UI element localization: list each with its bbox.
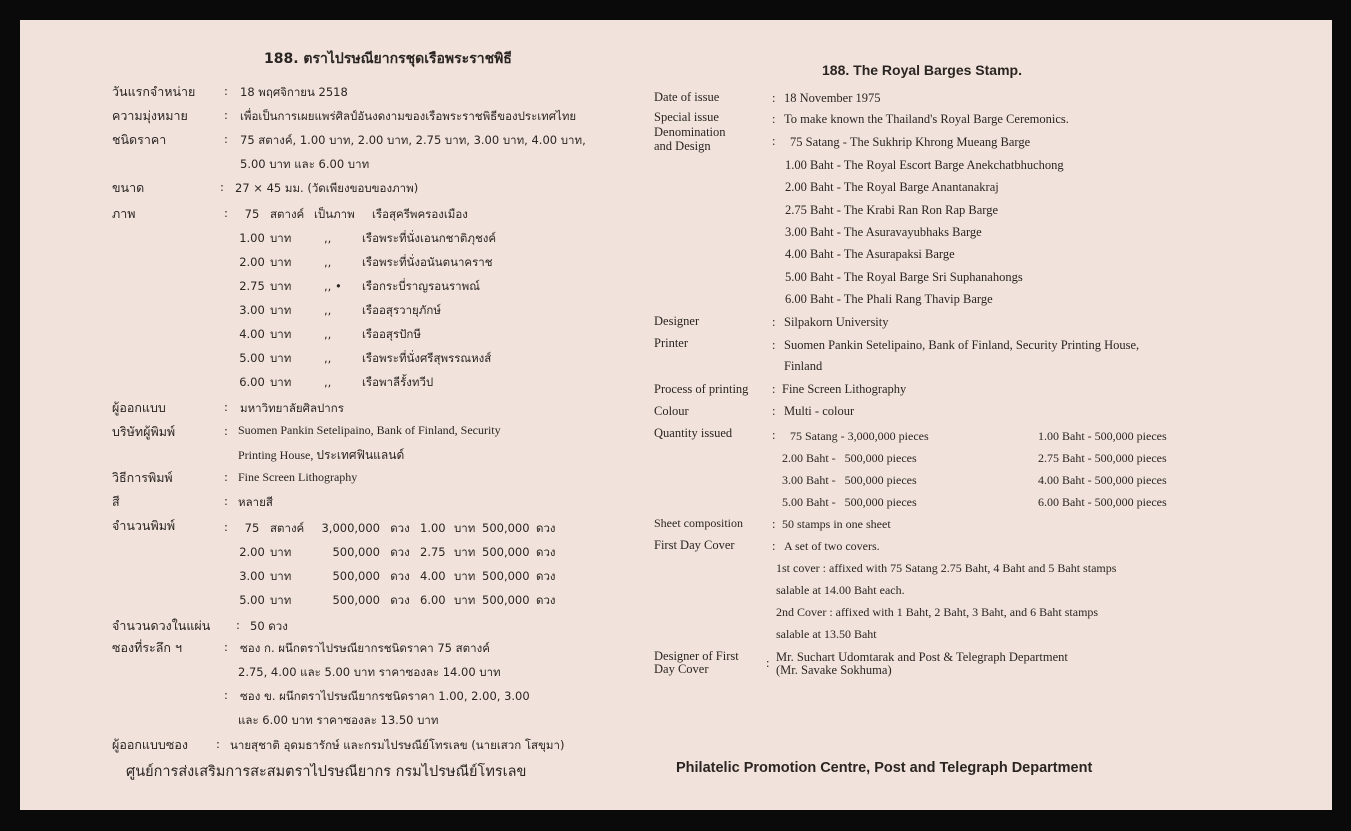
colon: : <box>224 520 228 534</box>
en-design-item: 75 Satang - The Sukhrip Khrong Mueang Barge <box>790 135 1031 149</box>
en-design-item: 5.00 Baht - The Royal Barge Sri Suphanahongs <box>785 270 1023 284</box>
en-date-label: Date of issue <box>654 90 720 104</box>
en-fdc-1a: 1st cover : affixed with 75 Satang 2.75 Baht, 4 Baht and 5 Baht stamps <box>776 561 1117 575</box>
thai-sheet-label: จำนวนดวงในแผ่น <box>112 618 211 633</box>
en-denom-label-2: and Design <box>654 139 711 153</box>
en-design-item: 2.75 Baht - The Krabi Ran Ron Rap Barge <box>785 203 999 217</box>
thai-cover-label: ซองที่ระลึก ฯ <box>112 640 182 655</box>
thai-printer-line1: Suomen Pankin Setelipaino, Bank of Finland, Security <box>238 423 501 437</box>
en-designer-label: Designer <box>654 314 700 328</box>
colon: : <box>224 424 228 438</box>
thai-date-value: 18 พฤศจิกายน 2518 <box>240 85 348 99</box>
en-design-item: 3.00 Baht - The Asuravayubhaks Barge <box>785 225 982 239</box>
en-fdc-designer-value-1: Mr. Suchart Udomtarak and Post & Telegraph Department <box>776 650 1068 664</box>
thai-printer-line2: Printing House, ประเทศฟินแลนด์ <box>238 448 405 462</box>
colon: : <box>224 470 228 484</box>
stamp-info-card <box>20 20 1332 810</box>
english-footer: Philatelic Promotion Centre, Post and Telegraph Department <box>676 760 1093 776</box>
colon: : <box>216 737 220 751</box>
thai-purpose-value: เพื่อเป็นการเผยแพร่ศิลป์อันงดงามของเรือพระราชพิธีของประเทศไทย <box>240 109 577 123</box>
thai-qty-row: 75 สตางค์ 3,000,000 ดวง 1.00 บาท 500,000 ดวง <box>244 521 556 535</box>
en-qty-left: 75 Satang - 3,000,000 pieces <box>790 429 929 443</box>
thai-design-row: 4.00 บาท ,, เรืออสุรปักษี <box>239 327 421 341</box>
en-fdc-value: A set of two covers. <box>784 539 880 553</box>
en-printer-line1: Suomen Pankin Setelipaino, Bank of Finland, Security Printing House, <box>784 338 1140 352</box>
thai-qty-row: 2.00 บาท 500,000 ดวง 2.75 บาท 500,000 ดวง <box>239 545 556 559</box>
thai-cover-designer-label: ผู้ออกแบบซอง <box>112 737 188 752</box>
en-fdc-designer-label-1: Designer of First <box>654 649 739 663</box>
en-design-item: 1.00 Baht - The Royal Escort Barge Anekchatbhuchong <box>785 158 1064 172</box>
thai-size-value: 27 × 45 มม. (วัดเพียงขอบของภาพ) <box>235 181 419 195</box>
thai-cover-b1: ซอง ข. ผนึกตราไปรษณียากรชนิดราคา 1.00, 2.00, 3.00 <box>240 689 530 703</box>
colon: : <box>772 404 776 418</box>
thai-cover-a2: 2.75, 4.00 และ 5.00 บาท ราคาซองละ 14.00 บาท <box>238 665 501 679</box>
colon: : <box>224 108 228 122</box>
thai-colour-value: หลายสี <box>238 495 273 509</box>
thai-design-row: 5.00 บาท ,, เรือพระที่นั่งศรีสุพรรณหงส์ <box>239 351 492 365</box>
en-qty-right: 2.75 Baht - 500,000 pieces <box>1038 451 1167 465</box>
en-sheet-label: Sheet composition <box>654 516 743 530</box>
thai-design-label: ภาพ <box>112 206 136 221</box>
thai-sheet-value: 50 ดวง <box>250 619 288 633</box>
thai-design-row: 75 สตางค์ เป็นภาพ เรือสุครีพครองเมือง <box>244 207 468 221</box>
thai-designer-label: ผู้ออกแบบ <box>112 400 166 415</box>
english-title: 188. The Royal Barges Stamp. <box>822 62 1022 78</box>
thai-design-row: 2.00 บาท ,, เรือพระที่นั่งอนันตนาคราช <box>239 255 493 269</box>
colon: : <box>224 132 228 146</box>
thai-design-row: 2.75 บาท ,, • เรือกระบี่ราญรอนราพณ์ <box>239 279 480 293</box>
en-fdc-designer-label-2: Day Cover <box>654 662 709 676</box>
colon: : <box>772 338 776 352</box>
thai-cover-b2: และ 6.00 บาท ราคาซองละ 13.50 บาท <box>238 713 439 727</box>
colon: : <box>772 315 776 329</box>
en-qty-left: 5.00 Baht - 500,000 pieces <box>782 495 917 509</box>
thai-printer-label: บริษัทผู้พิมพ์ <box>112 424 176 439</box>
en-fdc-2b: salable at 13.50 Baht <box>776 627 877 641</box>
thai-cover-designer-value: นายสุชาติ อุดมธารักษ์ และกรมไปรษณีย์โทรเลข (นายเสวก โสขุมา) <box>230 738 565 752</box>
colon: : <box>224 400 228 414</box>
en-designer-value: Silpakorn University <box>784 315 889 329</box>
thai-colour-label: สี <box>112 494 120 509</box>
colon: : <box>220 180 224 194</box>
colon: : <box>224 494 228 508</box>
en-date-value: 18 November 1975 <box>784 91 881 105</box>
en-qty-right: 6.00 Baht - 500,000 pieces <box>1038 495 1167 509</box>
en-qty-right: 4.00 Baht - 500,000 pieces <box>1038 473 1167 487</box>
thai-denom-label: ชนิดราคา <box>112 132 167 147</box>
thai-process-value: Fine Screen Lithography <box>238 470 358 484</box>
thai-qty-row: 5.00 บาท 500,000 ดวง 6.00 บาท 500,000 ดวง <box>239 593 556 607</box>
thai-denom-line2: 5.00 บาท และ 6.00 บาท <box>240 157 370 171</box>
en-colour-label: Colour <box>654 404 689 418</box>
colon: : <box>772 91 776 105</box>
en-special-label: Special issue <box>654 110 719 124</box>
en-process-label: Process of printing <box>654 382 749 396</box>
thai-title: 188. ตราไปรษณียากรชุดเรือพระราชพิธี <box>264 51 512 67</box>
en-sheet-value: 50 stamps in one sheet <box>782 517 891 531</box>
en-fdc-2a: 2nd Cover : affixed with 1 Baht, 2 Baht, 3 Baht, and 6 Baht stamps <box>776 605 1099 619</box>
colon: : <box>772 539 776 553</box>
en-printer-label: Printer <box>654 336 689 350</box>
en-design-item: 2.00 Baht - The Royal Barge Anantanakraj <box>785 180 999 194</box>
en-colour-value: Multi - colour <box>784 404 855 418</box>
en-qty-label: Quantity issued <box>654 426 733 440</box>
colon: : <box>772 112 776 126</box>
thai-date-label: วันแรกจำหน่าย <box>112 84 196 99</box>
thai-footer: ศูนย์การส่งเสริมการสะสมตราไปรษณียากร กรมไปรษณีย์โทรเลข <box>126 764 527 780</box>
thai-cover-a1: ซอง ก. ผนึกตราไปรษณียากรชนิดราคา 75 สตางค์ <box>240 641 490 655</box>
en-qty-left: 3.00 Baht - 500,000 pieces <box>782 473 917 487</box>
thai-design-row: 6.00 บาท ,, เรือพาลีรั้งทวีป <box>239 375 434 389</box>
en-fdc-1b: salable at 14.00 Baht each. <box>776 583 905 597</box>
colon: : <box>224 206 228 220</box>
thai-purpose-label: ความมุ่งหมาย <box>112 108 188 123</box>
en-denom-label-1: Denomination <box>654 125 726 139</box>
thai-size-label: ขนาด <box>112 180 145 195</box>
en-qty-right: 1.00 Baht - 500,000 pieces <box>1038 429 1167 443</box>
en-printer-line2: Finland <box>784 359 823 373</box>
thai-qty-label: จำนวนพิมพ์ <box>112 518 176 533</box>
en-design-item: 4.00 Baht - The Asurapaksi Barge <box>785 247 955 261</box>
thai-design-row: 1.00 บาท ,, เรือพระที่นั่งเอนกชาติภุชงค์ <box>239 231 497 245</box>
thai-design-row: 3.00 บาท ,, เรืออสุรวายุภักษ์ <box>239 303 441 317</box>
colon: : <box>766 656 770 670</box>
thai-qty-row: 3.00 บาท 500,000 ดวง 4.00 บาท 500,000 ดวง <box>239 569 556 583</box>
en-fdc-label: First Day Cover <box>654 538 735 552</box>
colon: : <box>224 688 228 702</box>
thai-denom-line1: 75 สตางค์, 1.00 บาท, 2.00 บาท, 2.75 บาท, 3.00 บาท, 4.00 บาท, <box>240 133 586 147</box>
colon: : <box>772 517 776 531</box>
colon: : <box>236 618 240 632</box>
en-qty-left: 2.00 Baht - 500,000 pieces <box>782 451 917 465</box>
en-fdc-designer-value-2: (Mr. Savake Sokhuma) <box>776 663 892 677</box>
colon: : <box>772 134 776 148</box>
en-design-item: 6.00 Baht - The Phali Rang Thavip Barge <box>785 292 993 306</box>
colon: : <box>772 382 776 396</box>
colon: : <box>224 84 228 98</box>
thai-process-label: วิธีการพิมพ์ <box>112 470 173 485</box>
colon: : <box>224 640 228 654</box>
thai-designer-value: มหาวิทยาลัยศิลปากร <box>240 401 344 415</box>
colon: : <box>772 428 776 442</box>
en-process-value: Fine Screen Lithography <box>782 382 907 396</box>
en-special-value: To make known the Thailand's Royal Barge Ceremonics. <box>784 112 1069 126</box>
